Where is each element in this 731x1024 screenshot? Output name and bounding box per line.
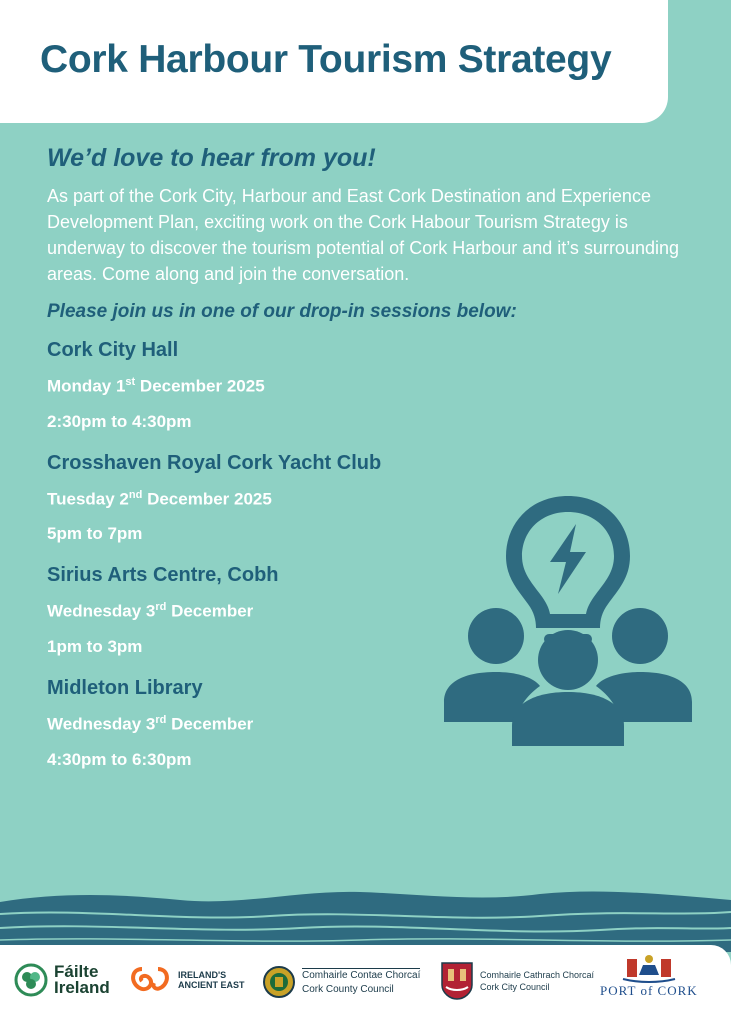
session-date: Monday 1st December 2025	[47, 376, 265, 396]
session-time: 2:30pm to 4:30pm	[47, 411, 192, 431]
session-venue: Midleton Library	[47, 676, 203, 699]
shamrock-icon	[14, 963, 48, 997]
port-crest-icon	[619, 953, 679, 983]
wave-decoration	[0, 880, 731, 952]
session-venue: Sirius Arts Centre, Cobh	[47, 564, 279, 587]
sponsor-footer	[0, 945, 731, 1024]
port-of-cork-logo: PORT of CORK	[600, 953, 698, 999]
session-time: 5pm to 7pm	[47, 524, 143, 544]
lightbulb-people-icon	[440, 490, 696, 748]
sessions-prompt: Please join us in one of our drop-in sessions below:	[47, 301, 517, 322]
cork-city-council-logo: Comhairle Cathrach Chorcaí Cork City Council	[440, 961, 594, 1001]
session-date: Tuesday 2nd December 2025	[47, 488, 272, 509]
session-venue: Crosshaven Royal Cork Yacht Club	[47, 451, 382, 474]
failte-ireland-logo: Fáilte Ireland	[14, 963, 110, 997]
ancient-east-swirl-icon	[128, 965, 172, 995]
intro-paragraph: As part of the Cork City, Harbour and East Cork Destination and Experience Development Plan, exciting work on the Cork Habour Tourism Strategy is underway to discover the tourism potential of Cork Harbour and it’s surrounding areas. Come along and join the conversation.	[47, 186, 679, 284]
city-crest-icon	[440, 961, 474, 1001]
session-date: Wednesday 3rd December	[47, 713, 254, 734]
session-time: 4:30pm to 6:30pm	[47, 749, 192, 769]
session-venue: Cork City Hall	[47, 339, 179, 361]
cork-county-council-logo: Comhairle Contae Chorcaí Cork County Council	[262, 965, 420, 999]
county-crest-icon	[262, 965, 296, 999]
tagline: We’d love to hear from you!	[47, 144, 376, 172]
header-banner	[0, 0, 668, 123]
session-time: 1pm to 3pm	[47, 636, 143, 656]
session-date: Wednesday 3rd December	[47, 601, 254, 621]
page-title: Cork Harbour Tourism Strategy	[40, 38, 612, 81]
session-cork-city-hall	[47, 339, 697, 432]
irelands-ancient-east-logo: IRELAND'S ANCIENT EAST	[128, 965, 245, 995]
